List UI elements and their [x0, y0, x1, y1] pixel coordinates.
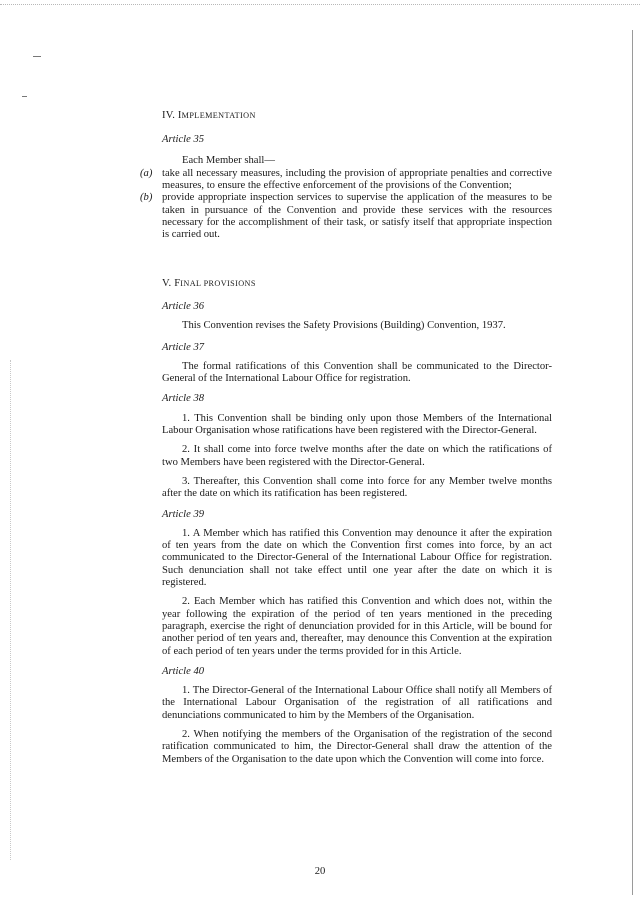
article-35-intro: Each Member shall— — [182, 154, 275, 166]
scan-edge-left — [10, 360, 11, 860]
article-35-item-b — [140, 192, 552, 241]
article-37-title: Article 37 — [162, 341, 205, 353]
section-roman: IV. — [162, 110, 176, 121]
scan-edge-right — [632, 30, 633, 895]
section-roman: V. — [162, 277, 172, 289]
item-label: (b) — [140, 192, 153, 204]
article-40-para-2: 2. When notifying the members of the Organisation of the registration of the second ratification communicated to him, the Director-General shall draw the attention of the Members of the Organisation to the date upon which the Convention will come into force. — [162, 728, 552, 765]
section-heading-implementation — [162, 110, 552, 122]
page-number: 20 — [314, 866, 326, 877]
section-rest: MPLEMENTATION — [181, 111, 256, 120]
scan-mark — [22, 96, 27, 97]
article-36-text: This Convention revises the Safety Provisions (Building) Convention, 1937. — [182, 320, 506, 332]
article-38-para-1: 1. This Convention shall be binding only upon those Members of the International Labour Organisation whose ratifications have been registered with the Director-General. — [162, 412, 552, 437]
article-35-title: Article 35 — [162, 134, 205, 146]
article-40-para-1: 1. The Director-General of the International Labour Office shall notify all Members of the International Labour Organisation of the registration of all ratifications and denunciations communicated to him by the Members of the Organisation. — [162, 685, 552, 721]
section-heading-final-provisions — [162, 278, 552, 290]
article-38-title: Article 38 — [162, 393, 205, 405]
article-40-title: Article 40 — [162, 665, 205, 677]
article-39-para-2: 2. Each Member which has ratified this Convention and which does not, within the year following the expiration of the period of ten years mentioned in the preceding paragraph, exercise the right of denunciation provided for in this Article, will be bound for another period of ten years and, thereafter, may denounce this Convention at the expiration of each period of ten years under the terms provided for in this Article. — [162, 596, 552, 657]
item-text: take all necessary measures, including the provision of appropriate penalties and corrective measures, to ensure the effective enforcement of the provisions of the Convention; — [162, 167, 552, 192]
article-39-title: Article 39 — [162, 508, 205, 520]
article-39-para-1: 1. A Member which has ratified this Convention may denounce it after the expiration of ten years from the date on which the Convention first comes into force, by an act communicated to the Director-General of the International Labour Office for registration. Such denunciation shall not take effect until one year after the date on which it is registered. — [162, 527, 552, 589]
item-label: (a) — [140, 167, 153, 179]
section-first-letter: I — [177, 110, 182, 121]
article-35-item-a — [140, 167, 552, 193]
article-37-text: The formal ratifications of this Convention shall be communicated to the Director-General of the International Labour Office for registration. — [162, 360, 552, 385]
section-rest: INAL PROVISIONS — [180, 278, 256, 288]
article-38-para-2: 2. It shall come into force twelve months after the date on which the ratifications of two Members have been registered with the Director-General. — [162, 444, 552, 468]
article-38-para-3: 3. Thereafter, this Convention shall come into force for any Member twelve months after the date on which its ratification has been registered. — [162, 475, 552, 500]
scan-mark — [33, 56, 41, 57]
article-36-title: Article 36 — [162, 300, 205, 312]
scan-edge-top — [0, 4, 640, 5]
section-first-letter: F — [174, 277, 181, 289]
page-content — [140, 110, 552, 766]
item-text: provide appropriate inspection services to supervise the application of the measures to be taken in pursuance of the Convention and provide these services with the resources necessary for the accomplishment of their task, or satisfy itself that appropriate inspection is carried out. — [162, 192, 552, 241]
